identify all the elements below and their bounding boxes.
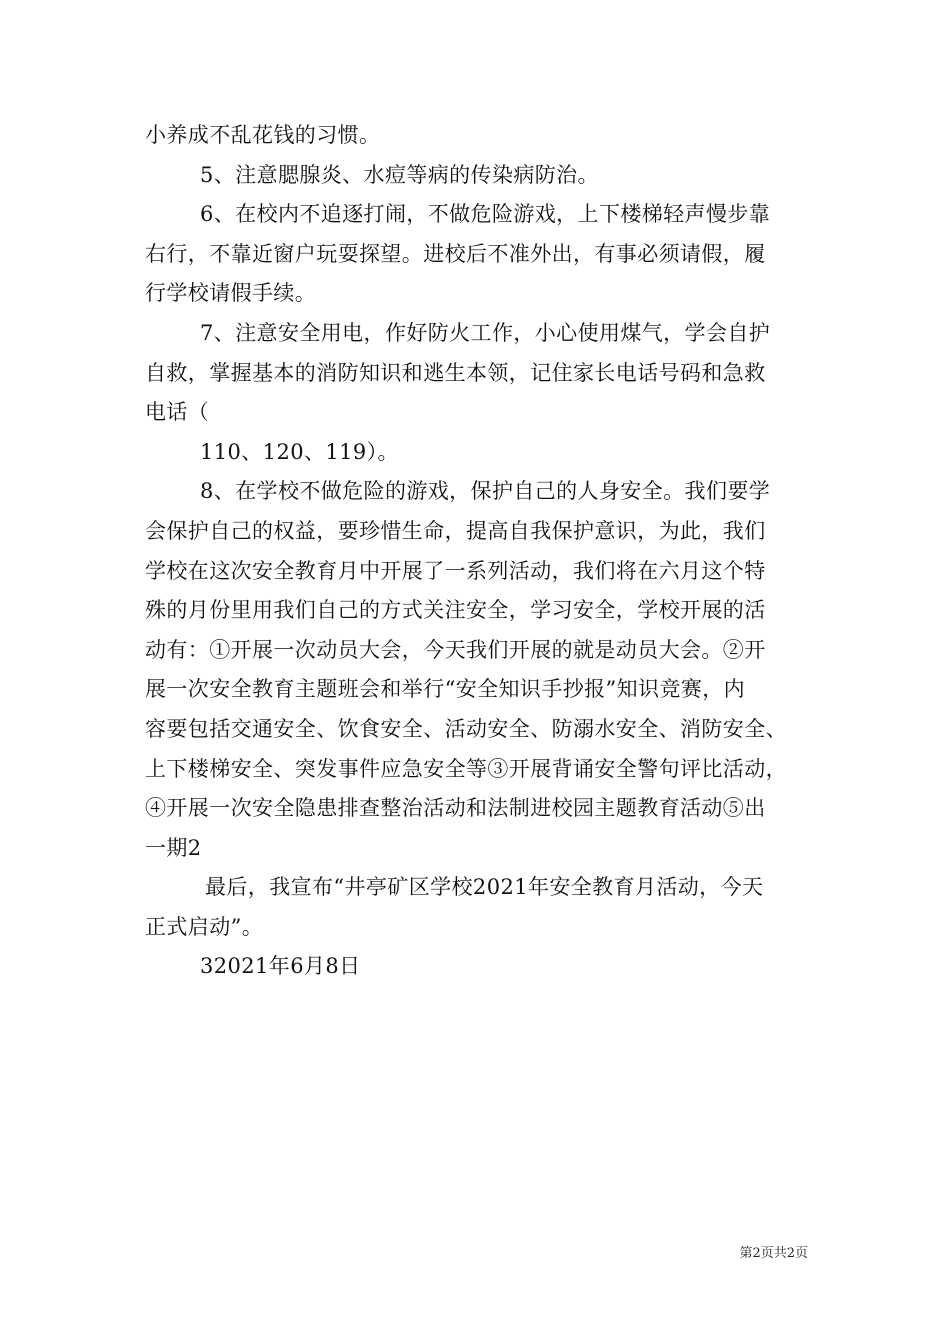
text-line: 行学校请假手续。 xyxy=(145,281,317,306)
text-line: 上下楼梯安全、突发事件应急安全等③开展背诵安全警句评比活动， xyxy=(145,756,787,781)
text-line: 5、注意腮腺炎、水痘等病的传染病防治。 xyxy=(200,162,599,187)
text-line: 最后，我宣布“井亭矿区学校2021年安全教育月活动，今天 xyxy=(205,875,764,900)
document-body xyxy=(145,116,810,987)
text-line: ④开展一次安全隐患排查整治活动和法制进校园主题教育活动⑤出 xyxy=(145,796,766,821)
text-line: 正式启动”。 xyxy=(145,914,264,939)
text-line: 自救，掌握基本的消防知识和逃生本领，记住家长电话号码和急救 xyxy=(145,360,766,385)
text-line: 右行，不靠近窗户玩耍探望。进校后不准外出，有事必须请假，履 xyxy=(145,241,766,266)
text-line: 7、注意安全用电，作好防火工作，小心使用煤气，学会自护 xyxy=(200,320,771,345)
text-line: 电话（ xyxy=(145,400,210,425)
text-line: 6、在校内不追逐打闹，不做危险游戏，上下楼梯轻声慢步靠 xyxy=(200,202,771,227)
text-line: 殊的月份里用我们自己的方式关注安全，学习安全，学校开展的活 xyxy=(145,598,766,623)
text-line: 一期2 xyxy=(145,835,202,860)
text-line: 动有：①开展一次动员大会，今天我们开展的就是动员大会。②开 xyxy=(145,637,766,662)
text-line: 8、在学校不做危险的游戏，保护自己的人身安全。我们要学 xyxy=(200,479,771,504)
text-line: 110、120、119）。 xyxy=(200,439,399,464)
text-line: 会保护自己的权益，要珍惜生命，提高自我保护意识，为此，我们 xyxy=(145,518,766,543)
text-line: 小养成不乱花钱的习惯。 xyxy=(145,123,381,147)
text-line: 容要包括交通安全、饮食安全、活动安全、防溺水安全、消防安全、 xyxy=(145,716,787,741)
text-line: 展一次安全教育主题班会和举行“安全知识手抄报”知识竞赛，内 xyxy=(145,677,746,702)
date-line: 32021年6月8日 xyxy=(200,954,361,979)
page-number-footer: 第2页共2页 xyxy=(739,1246,808,1261)
text-line: 学校在这次安全教育月中开展了一系列活动，我们将在六月这个特 xyxy=(145,558,766,583)
